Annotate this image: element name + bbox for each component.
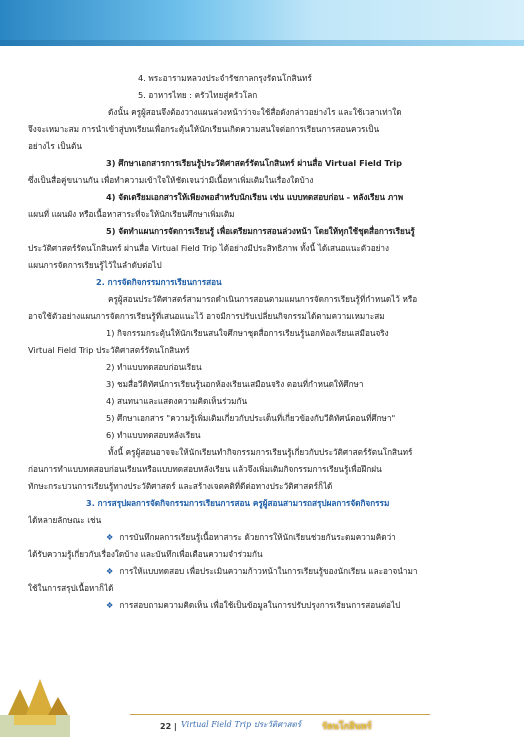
activity-item: 2) ทำแบบทดสอบก่อนเรียน: [106, 362, 202, 372]
paragraph-line: ดังนั้น ครูผู้สอนจึงต้องวางแผนล่วงหน้าว่าจะใช้สื่อดังกล่าวอย่างไร และใช้เวลาเท่าใด: [108, 107, 402, 117]
step-5-heading: 5) จัดทำแผนการจัดการเรียนรู้ เพื่อเตรียมการสอนล่วงหน้า โดยให้ทุกใช้ชุดสื่อการเรียนรู้: [106, 226, 415, 236]
paragraph-line: Virtual Field Trip ประวัติศาสตร์รัตนโกสินทร์: [28, 345, 190, 355]
paragraph-line: ได้รับความรู้เกี่ยวกับเรื่องใดบ้าง และบันทึกเพื่อเตือนความจำร่วมกัน: [28, 549, 263, 559]
section-2-heading: 2. การจัดกิจกรรมการเรียนการสอน: [96, 277, 222, 287]
paragraph-line: อย่างไร เป็นต้น: [28, 141, 82, 151]
bullet-item: ❖ การให้แบบทดสอบ เพื่อประเมินความก้าวหน้าในการเรียนรู้ของนักเรียน และอาจนำมา: [106, 566, 418, 576]
paragraph-line: ใช้ในการสรุปเนื้อหาก็ได้: [28, 583, 114, 593]
page-footer: [0, 667, 524, 737]
activity-item: 1) กิจกรรมกระตุ้นให้นักเรียนสนใจศึกษาชุดสื่อการเรียนรู้นอกห้องเรียนเสมือนจริง: [106, 328, 389, 338]
paragraph-line: ได้หลายลักษณะ เช่น: [28, 515, 102, 525]
footer-title: Virtual Field Trip ประวัติศาสตร์: [181, 720, 302, 729]
paragraph-line: จึงจะเหมาะสม การนำเข้าสู่บทเรียนเพื่อกระตุ้นให้นักเรียนเกิดความสนใจต่อการเรียนการสอนควรเป็น: [28, 124, 380, 134]
activity-item: 6) ทำแบบทดสอบหลังเรียน: [106, 430, 201, 440]
document-body: [28, 70, 498, 614]
bullet-icon: ❖: [106, 566, 114, 576]
page-number: 22 |: [160, 722, 177, 731]
step-4-heading: 4) จัดเตรียมเอกสารให้เพียงพอสำหรับนักเรียน เช่น แบบทดสอบก่อน - หลังเรียน ภาพ: [106, 192, 404, 202]
activity-item: 4) สนทนาและแสดงความคิดเห็นร่วมกัน: [106, 396, 248, 406]
footer-divider: [130, 714, 430, 715]
activity-item: 3) ชมสื่อวีดิทัศน์การเรียนรู้นอกห้องเรียนเสมือนจริง ตอนที่กำหนดให้ศึกษา: [106, 379, 364, 389]
paragraph-line: ประวัติศาสตร์รัตนโกสินทร์ ผ่านสื่อ Virtual Field Trip ได้อย่างมีประสิทธิภาพ ทั้งนี้ ได้เสนอแนะตัวอย่าง: [28, 243, 390, 253]
activity-item: 5) ศึกษาเอกสาร "ความรู้เพิ่มเติมเกี่ยวกับประเด็นที่เกี่ยวข้องกับวีดิทัศน์ตอนที่ศึกษา": [106, 413, 396, 423]
footer-brand: รัตนโกสินทร์: [322, 722, 372, 732]
temple-illustration: [0, 675, 70, 737]
paragraph-line: ทั้งนี้ ครูผู้สอนอาจจะให้นักเรียนทำกิจกรรมการเรียนรู้เกี่ยวกับประวัติศาสตร์รัตนโกสินทร์: [108, 447, 413, 457]
bullet-item: ❖ การสอบถามความคิดเห็น เพื่อใช้เป็นข้อมูลในการปรับปรุงการเรียนการสอนต่อไป: [106, 600, 401, 610]
paragraph-line: แผนที่ แผนผัง หรือเนื้อหาสาระที่จะให้นักเรียนศึกษาเพิ่มเติม: [28, 209, 235, 219]
list-item-5: 5. อาหารไทย : ครัวไทยสู่ครัวโลก: [138, 90, 258, 100]
paragraph-line: ก่อนการทำแบบทดสอบก่อนเรียนหรือแบบทดสอบหลังเรียน แล้วจึงเพิ่มเติมกิจกรรมการเรียนรู้เพื่อฝึกฝน: [28, 464, 382, 474]
paragraph-line: ซึ่งเป็นสื่อคู่ขนานกัน เพื่อทำความเข้าใจให้ชัดเจนว่ามีเนื้อหาเพิ่มเติมในเรื่องใดบ้าง: [28, 175, 314, 185]
paragraph-line: แผนการจัดการเรียนรู้ไว้ในลำดับต่อไป: [28, 260, 162, 270]
paragraph-line: ครูผู้สอนประวัติศาสตร์สามารถดำเนินการสอนตามแผนการจัดการเรียนรู้ที่กำหนดไว้ หรือ: [108, 294, 418, 304]
paragraph-line: ทักษะกระบวนการเรียนรู้ทางประวัติศาสตร์ และสร้างเจตคติที่ดีต่อทางประวัติศาสตร์ก็ได้: [28, 481, 333, 491]
bullet-icon: ❖: [106, 532, 114, 542]
section-3-heading: 3. การสรุปผลการจัดกิจกรรมการเรียนการสอน ครูผู้สอนสามารถสรุปผลการจัดกิจกรรม: [86, 498, 390, 508]
bullet-item: ❖ การบันทึกผลการเรียนรู้เนื้อหาสาระ ด้วยการให้นักเรียนช่วยกันระดมความคิดว่า: [106, 532, 396, 542]
header-band: [0, 0, 524, 46]
list-item-4: 4. พระอารามหลวงประจำรัชกาลกรุงรัตนโกสินทร์: [138, 73, 312, 83]
paragraph-line: อาจใช้ตัวอย่างแผนการจัดการเรียนรู้ที่เสนอแนะไว้ อาจมีการปรับเปลี่ยนกิจกรรมได้ตามความเหมาะสม: [28, 311, 385, 321]
bullet-icon: ❖: [106, 600, 114, 610]
step-3-heading: 3) ศึกษาเอกสารการเรียนรู้ประวัติศาสตร์รัตนโกสินทร์ ผ่านสื่อ Virtual Field Trip: [106, 158, 402, 168]
